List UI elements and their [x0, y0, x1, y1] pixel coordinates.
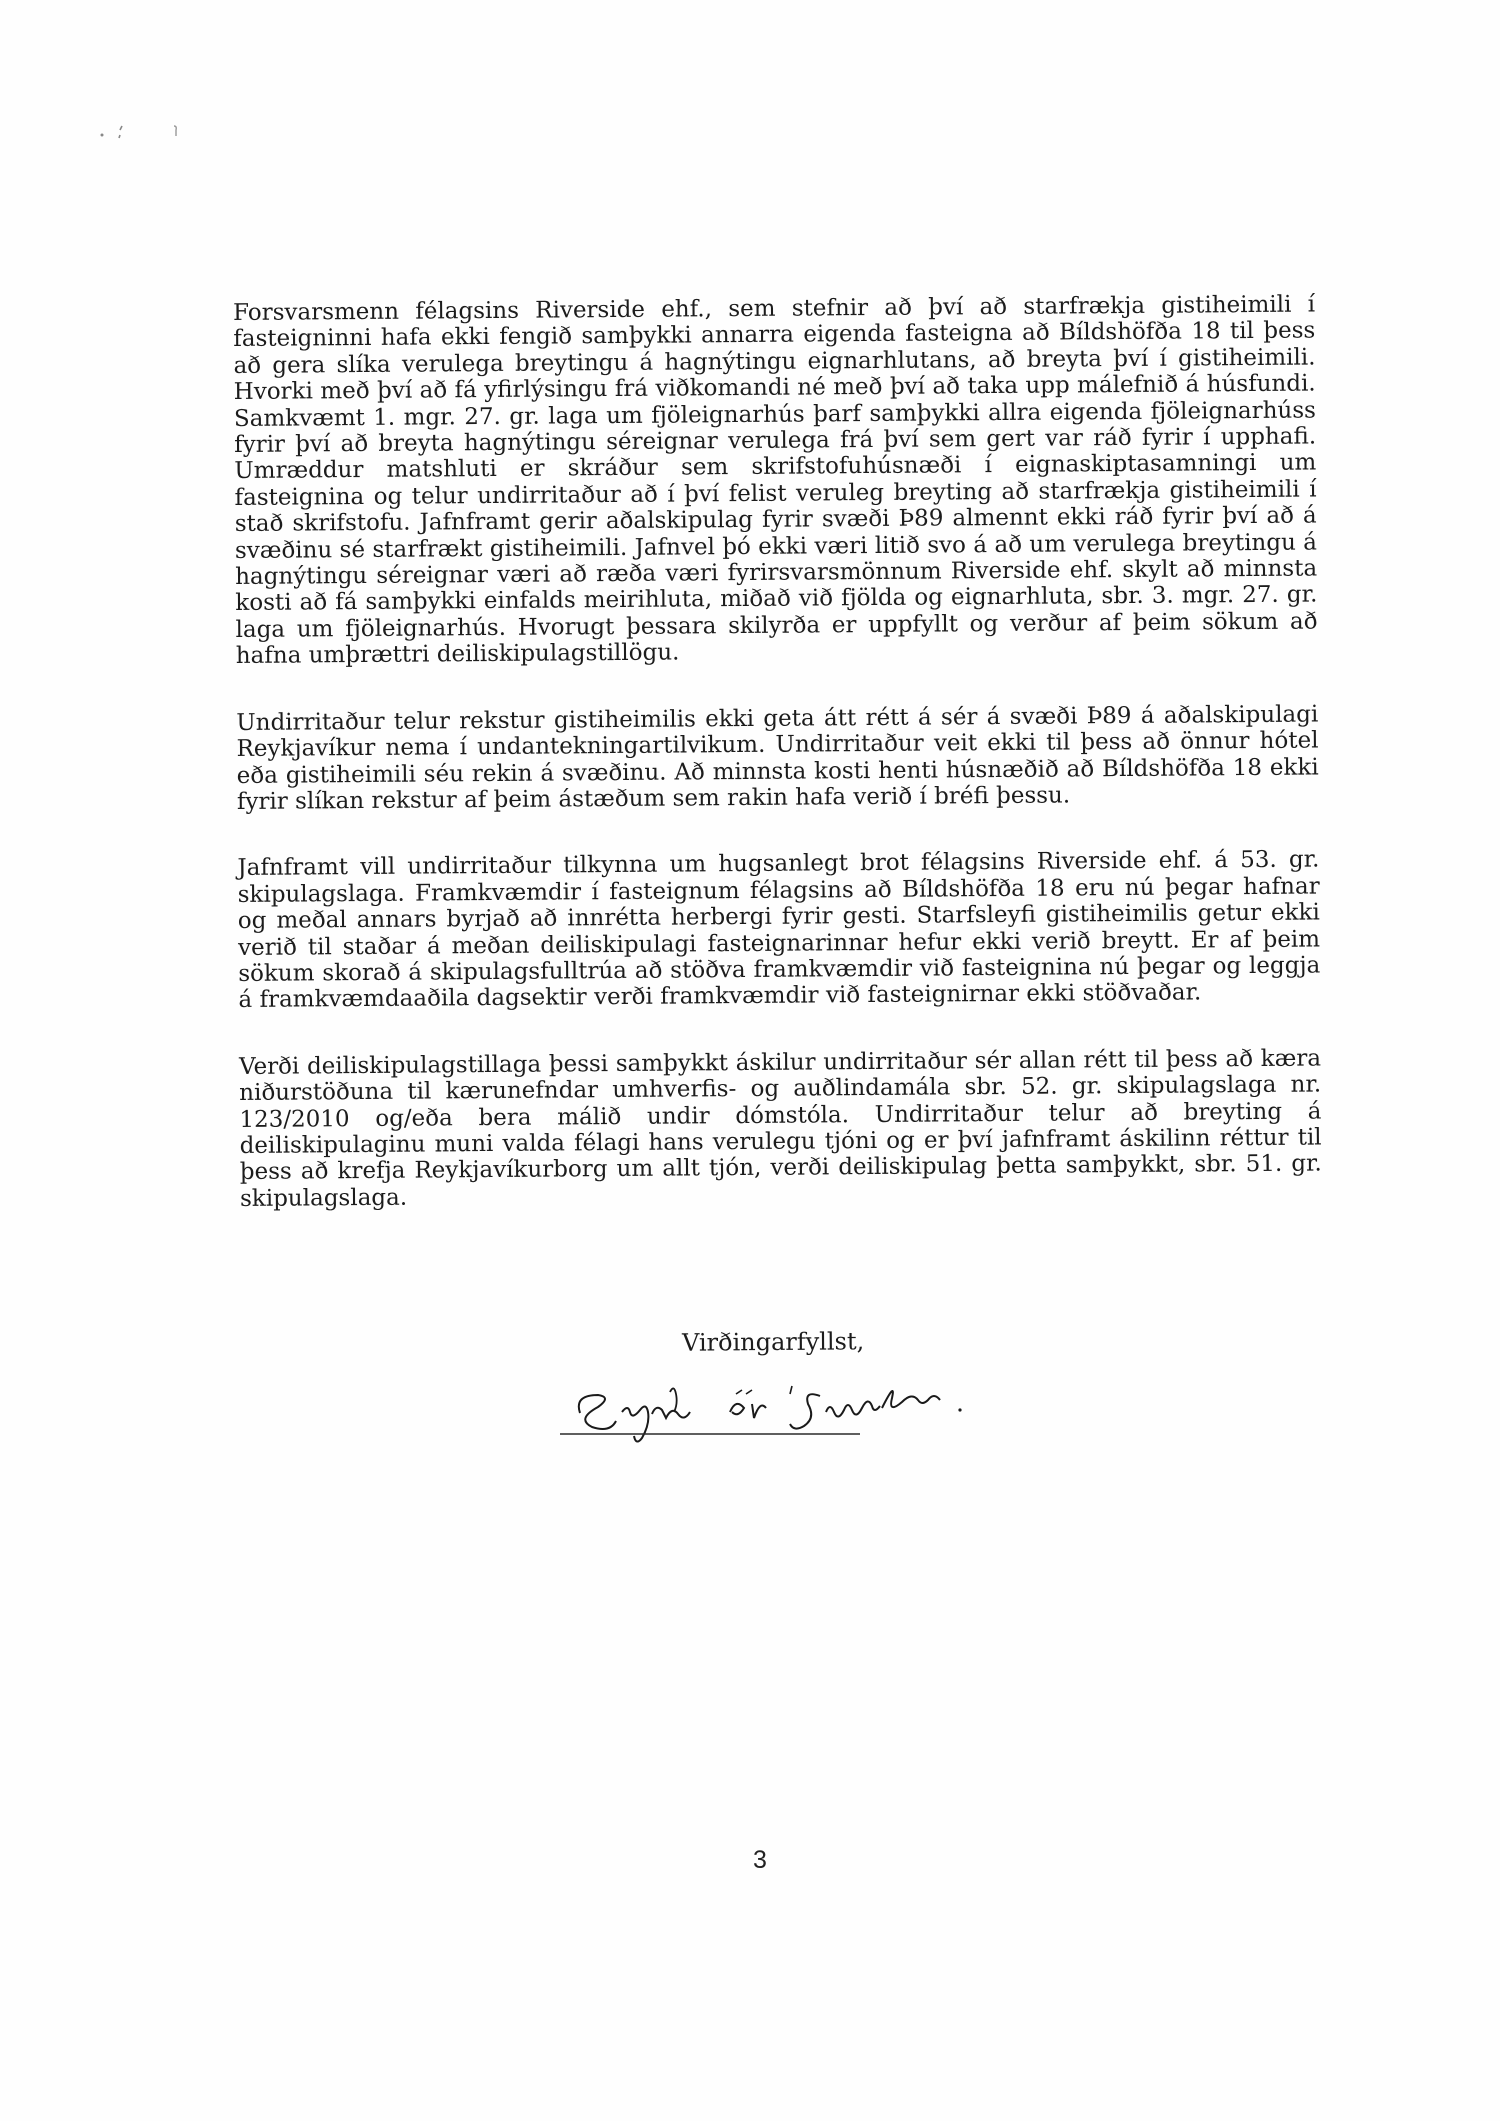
page-number: 3 — [753, 1846, 767, 1874]
closing-salutation: Virðingarfyllst, — [681, 1327, 865, 1357]
paragraph-4: Verði deiliskipulagstillaga þessi samþykkt áskilur undirritaður sér allan rétt til þess að kæra niðurstöðuna til kærunefndar umhverfis- og auðlindamála sbr. 52. gr. skipulagslaga nr. 123/2010 og/eða bera málið undir dómstóla. Undirritaður telur að breyting á deiliskipulaginu muni valda félagi hans verulegu tjóni og er því jafnframt áskilinn réttur til þess að krefja Reykjavíkurborg um allt tjón, verði deiliskipulag þetta samþykkt, sbr. 51. gr. skipulagslaga. — [238, 1045, 1322, 1212]
paragraph-1: Forsvarsmenn félagsins Riverside ehf., sem stefnir að því að starfrækja gistiheimili í fasteigninni hafa ekki fengið samþykki annarra eigenda fasteigna að Bíldshöfða 18 til þess að gera slíka verulega breytingu á hagnýtingu eignarhlutans, að breyta því í gistiheimili. Hvorki með því að fá yfirlýsingu frá viðkomandi né með því að taka upp málefnið á húsfundi. Samkvæmt 1. mgr. 27. gr. laga um fjöleignarhús þarf samþykki allra eigenda fjöleignarhúss fyrir því að breyta hagnýtingu séreignar verulega frá því sem gert var ráð fyrir í upphafi. Umræddur matshluti er skráður sem skrifstofuhúsnæði í eignaskiptasamningi um fasteignina og telur undirritaður að í því felist veruleg breyting að starfrækja gistiheimili í stað skrifstofu. Jafnframt gerir aðalskipulag fyrir svæði Þ89 almennt ekki ráð fyrir því að á svæðinu sé starfrækt gistiheimili. Jafnvel þó ekki væri litið svo á að um verulega breytingu á hagnýtingu séreignar væri að ræða væri fyrirsvarsmönnum Riverside ehf. skylt að minnsta kosti að fá samþykki einfalds meirihluta, miðað við fjölda og eignarhluta, sbr. 3. mgr. 27. gr. laga um fjöleignarhús. Hvorugt þessara skilyrða er uppfyllt og verður af þeim sökum að hafna umþrættri deiliskipulagstillögu. — [233, 291, 1318, 670]
paragraph-3: Jafnframt vill undirritaður tilkynna um hugsanlegt brot félagsins Riverside ehf. á 53. gr. skipulagslaga. Framkvæmdir í fasteignum félagsins að Bíldshöfða 18 eru nú þegar hafnar og meðal annars byrjað að innrétta herbergi fyrir gesti. Starfsleyfi gistiheimilis getur ekki verið til staðar á meðan deiliskipulagi fasteignarinnar hefur ekki verið breytt. Er af þeim sökum skorað á skipulagsfulltrúa að stöðva framkvæmdir við fasteignina nú þegar og leggja á framkvæmdaaðila dagsektir verði framkvæmdir við fasteignirnar ekki stöðvaðar. — [237, 846, 1321, 1014]
letter-body — [233, 292, 1322, 1253]
handwritten-signature — [560, 1368, 1040, 1448]
scan-speck-marks — [100, 118, 200, 158]
paragraph-2: Undirritaður telur rekstur gistiheimilis ekki geta átt rétt á sér á svæði Þ89 á aðalskipulagi Reykjavíkur nema í undantekningartilvikum. Undirritaður veit ekki til þess að önnur hótel eða gistiheimili séu rekin á svæðinu. Að minnsta kosti henti húsnæðið að Bíldshöfða 18 ekki fyrir slíkan rekstur af þeim ástæðum sem rakin hafa verið í bréfi þessu. — [236, 701, 1319, 815]
